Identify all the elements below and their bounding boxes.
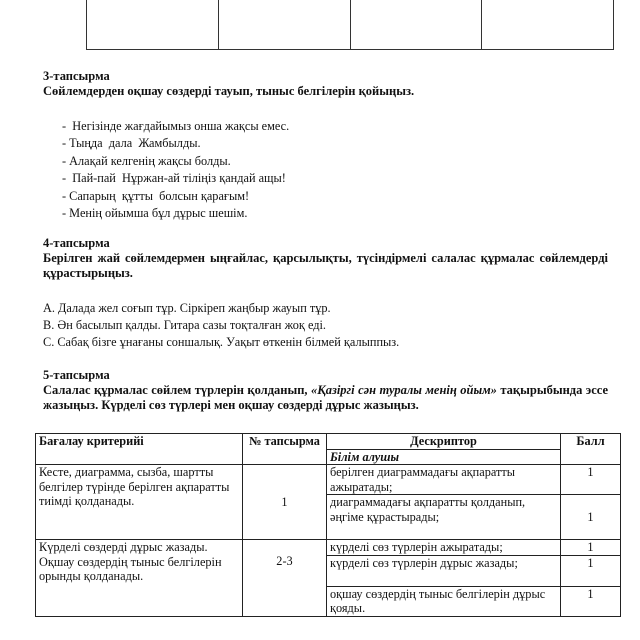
task5-instruction-end: тақырыбында эссе жазыңыз. Күрделі сөз түрлері мен оқшау сөздерді дұрыс жазыңыз. [43,383,608,412]
table-header-row [36,434,621,450]
score-cell: 1 [561,586,621,616]
task4-option-list [43,300,399,351]
list-item: - Алақай келгенің жақсы болды. [62,153,231,168]
criterion-cell: Кесте, диаграмма, сызба, шартты белгілер түрінде берілген ақпаратты тиімді қолданады. [36,465,243,540]
task-no-cell: 1 [243,465,327,540]
header-score: Балл [561,434,621,465]
list-item: - Пай-пай Нұржан-ай тіліңіз қандай ащы! [62,171,286,186]
table-cell [350,0,482,50]
task3-instruction: Сөйлемдерден оқшау сөздерді тауып, тыныс белгілерін қойыңыз. [43,84,415,98]
essay-topic: «Қазіргі сән туралы менің ойым» [310,383,497,397]
header-criteria: Бағалау критерийі [36,434,243,465]
descriptor-cell: диаграммадағы ақпаратты қолданып, әңгіме құрастырады; [327,495,561,540]
list-item: - Менің ойымша бұл дұрыс шешім. [62,205,248,220]
task5-title: 5-тапсырма [43,368,110,382]
descriptor-cell: күрделі сөз түрлерін дұрыс жазады; [327,555,561,586]
score-cell: 1 [561,555,621,586]
score-cell: 1 [561,465,621,495]
task5-instruction [43,383,608,413]
task3-sentence-list [62,118,289,222]
score-cell: 1 [561,540,621,556]
criterion-cell: Күрделі сөздерді дұрыс жазады. Оқшау сөздердің тыныс белгілерін орынды қолданады. [36,540,243,617]
grading-table [35,433,621,617]
task5-instruction-start: Салалас құрмалас сөйлем түрлерін қолданып, [43,383,311,397]
task4-title: 4-тапсырма [43,236,110,250]
table-row [36,540,621,556]
list-item: A. Далада жел соғып тұр. Сіркіреп жаңбыр жауып тұр. [43,301,331,315]
descriptor-cell: күрделі сөз түрлерін ажыратады; [327,540,561,556]
header-descriptor: Дескриптор [327,434,561,450]
list-item: C. Сабақ бізге ұнағаны соншалық. Уақыт өткенін білмей қалыппыз. [43,335,400,349]
table-cell [87,0,219,50]
task4-instruction: Берілген жай сөйлемдермен ыңғайлас, қарсылықты, түсіндірмелі салалас құрмалас сөйлемдерді құрастырыңыз. [43,251,608,280]
list-item: - Сапарың құтты болсын қарағым! [62,188,250,203]
subheader-student: Білім алушы [327,449,561,465]
list-item: - Тыңда дала Жамбылды. [62,136,201,151]
table-cell [482,0,614,50]
list-item: - Негізінде жағдайымыз онша жақсы емес. [62,119,290,133]
descriptor-cell: берілген диаграммадағы ақпаратты ажыратады; [327,465,561,495]
previous-table-remnant [86,0,614,50]
list-item: B. Ән басылып қалды. Гитара сазы тоқталған жоқ еді. [43,318,327,332]
score-cell: 1 [561,495,621,540]
task-no-cell: 2-3 [243,540,327,617]
table-row [36,465,621,495]
table-cell [218,0,350,50]
descriptor-cell: оқшау сөздердің тыныс белгілерін дұрыс қояды. [327,586,561,616]
header-task-no: № тапсырма [243,434,327,465]
task3-title: 3-тапсырма [43,69,110,83]
